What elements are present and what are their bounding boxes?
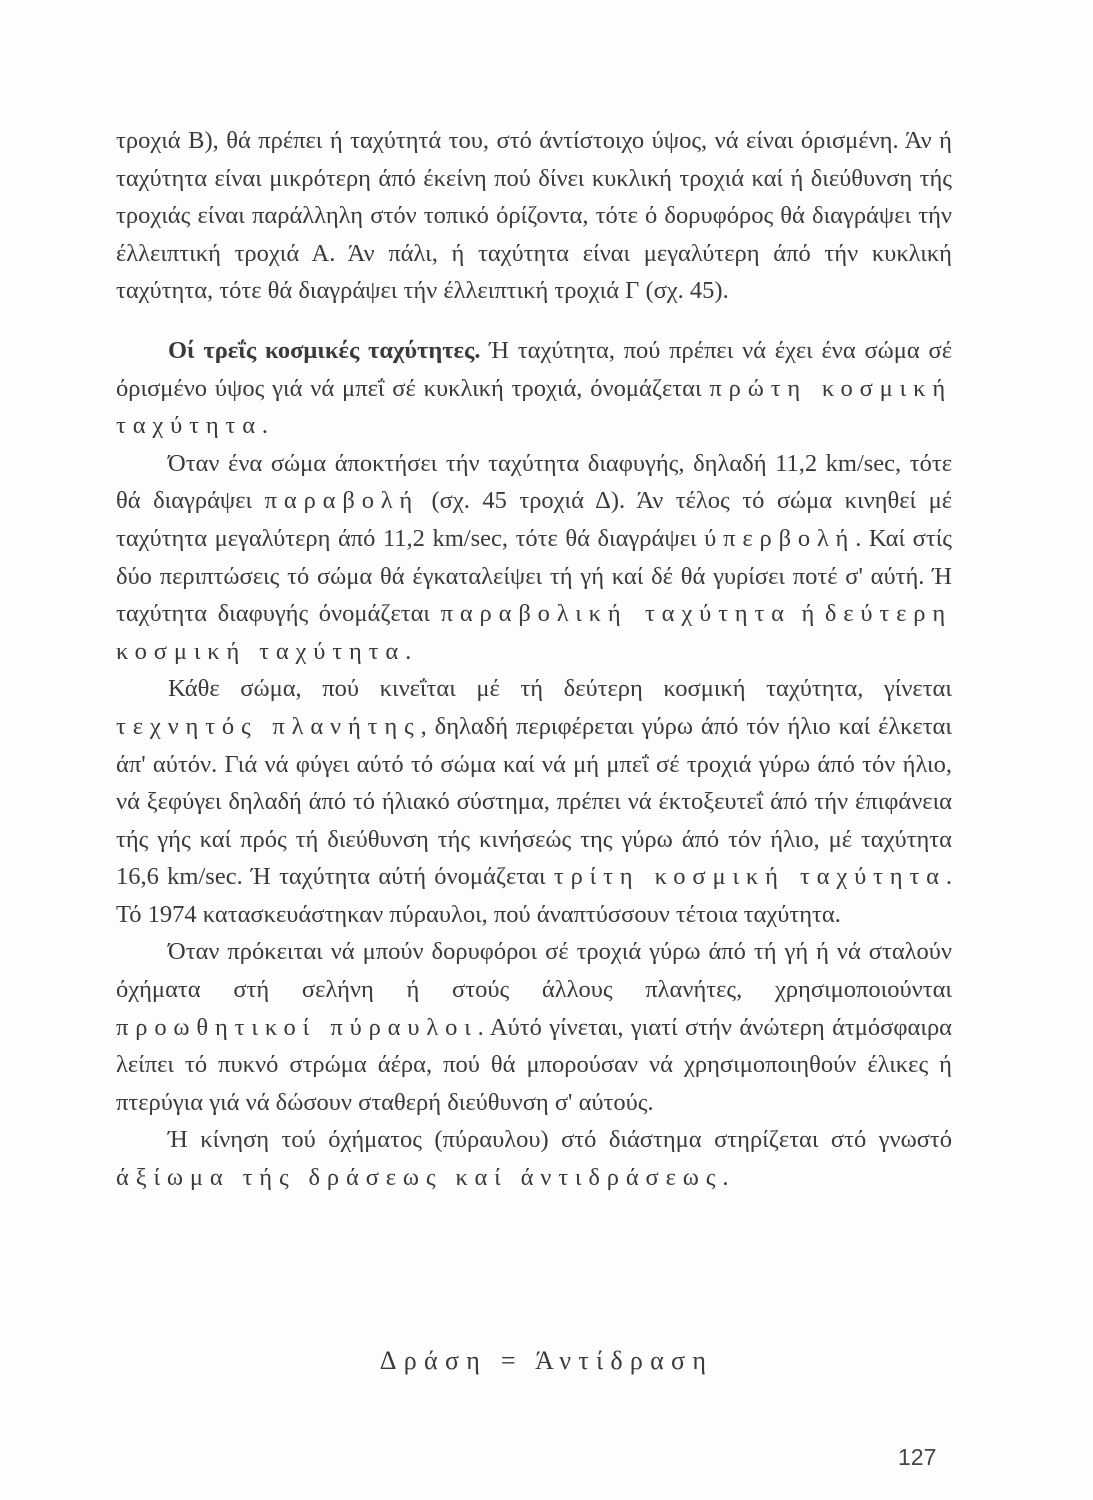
paragraph-action-reaction [116, 1121, 952, 1196]
paragraph-third-velocity [116, 670, 952, 933]
paragraph-rockets [116, 933, 952, 1121]
text-run: . [722, 1164, 729, 1192]
spaced-term: τρίτη κοσμική ταχύτητα [553, 863, 946, 891]
text-run: Κάθε σώμα, πού κινεΐται μέ τή δεύτερη κοσμική ταχύτητα, γίνεται [168, 675, 952, 703]
text-run: . Τό 1974 κατασκευάστηκαν πύραυλοι, πού άναπτύσσουν τέτοια ταχύτητα. [116, 863, 952, 928]
paragraph-escape-velocity [116, 445, 952, 671]
spaced-term: πρώτη κοσμική ταχύτητα [116, 374, 952, 440]
spaced-term: δεύτερη κοσμική ταχύτητα [116, 600, 952, 665]
text-run: . [261, 412, 269, 440]
section-heading: Οί τρεΐς κοσμικές ταχύτητες. [168, 336, 481, 364]
text-run: . [405, 637, 412, 665]
text-run: Όταν ένα σώμα άποκτήσει τήν ταχύτητα διαφυγής, δηλαδή 11,2 km/sec, τότε θά διαγράψει [116, 449, 952, 515]
body-text [116, 122, 952, 1197]
text-run: . Αύτό γίνεται, γιατί στήν άνώτερη άτμόσφαιρα λείπει τό πυκνό στρώμα άέρα, πού θά μπορούσαν νά χρησιμοποιηθούν έλικες ή πτερύγια γιά νά δώσουν σταθερή διεύθυνση σ' αύτούς. [116, 1013, 953, 1116]
text-run: Ή ταχύτητα, πού πρέπει νά έχει ένα σώμα σέ όρισμένο ύψος γιά νά μπεΐ σέ κυκλική τροχιά, όνομάζεται [116, 336, 953, 402]
spaced-term: τεχνητός πλανήτης [116, 712, 421, 740]
spaced-term: παραβολή [264, 487, 419, 515]
spaced-term: ύπερβολή [704, 524, 856, 552]
formula-action-reaction: Δράση = Άντίδραση [379, 1346, 714, 1375]
text-run: . Καί στίς δύο περιπτώσεις τό σώμα θά έγκαταλείψει τή γή καί δέ θά γυρίσει ποτέ σ' αύτή. Ή ταχύτητα διαφυγής όνομάζεται [116, 524, 952, 628]
text-run: (σχ. 45 τροχιά Δ). Άν τέλος τό σώμα κινηθεί μέ ταχύτητα μεγαλύτερη άπό 11,2 km/sec, τότε θά διαγράψει [116, 487, 952, 552]
text-run: Όταν πρόκειται νά μπούν δορυφόροι σέ τροχιά γύρω άπό τή γή ή νά σταλούν όχήματα στή σελήνη ή στούς άλλους πλανήτες, χρησιμοποιούνται [116, 938, 952, 1004]
paragraph-orbits [116, 122, 952, 310]
text-run: ή [790, 600, 825, 628]
page-number: 127 [898, 1444, 937, 1470]
paragraph-orbits-text: τροχιά Β), θά πρέπει ή ταχύτητά του, στό άντίστοιχο ύψος, νά είναι όρισμένη. Άν ή ταχύτητα είναι μικρότερη άπό έκείνη πού δίνει κυκλική τροχιά καί ή διεύθυνση τής τροχιάς είναι παράλληλη στόν τοπικό όρίζοντα, τότε ό δορυφόρος θά διαγράψει τήν έλλειπτική τροχιά Α. Άν πάλι, ή ταχύτητα είναι μεγαλύτερη άπό τήν κυκλική ταχύτητα, τότε θά διαγράψει τήν έλλειπτική τροχιά Γ (σχ. 45). [116, 127, 952, 305]
text-run: Ή κίνηση τού όχήματος (πύραυλου) στό διάστημα στηρίζεται στό γνωστό [168, 1126, 952, 1154]
paragraph-cosmic-velocities [116, 332, 952, 445]
text-run: , δηλαδή περιφέρεται γύρω άπό τόν ήλιο καί έλκεται άπ' αύτόν. Γιά νά φύγει αύτό τό σώμα καί νά μή μπεΐ σέ τροχιά γύρω άπό τόν ήλιο, νά ξεφύγει δηλαδή άπό τό ήλιακό σύστημα, πρέπει νά έκτοξευτεΐ άπό τήν έπιφάνεια τής γής καί πρός τή διεύθυνση τής κινήσεώς της γύρω άπό τόν ήλιο, μέ ταχύτητα 16,6 km/sec. Ή ταχύτητα αύτή όνομάζεται [116, 712, 952, 891]
spaced-term: άξίωμα τής δράσεως καί άντιδράσεως [116, 1164, 723, 1192]
spaced-term: παραβολική ταχύτητα [440, 600, 791, 628]
spaced-term: προωθητικοί πύραυλοι [116, 1013, 478, 1041]
